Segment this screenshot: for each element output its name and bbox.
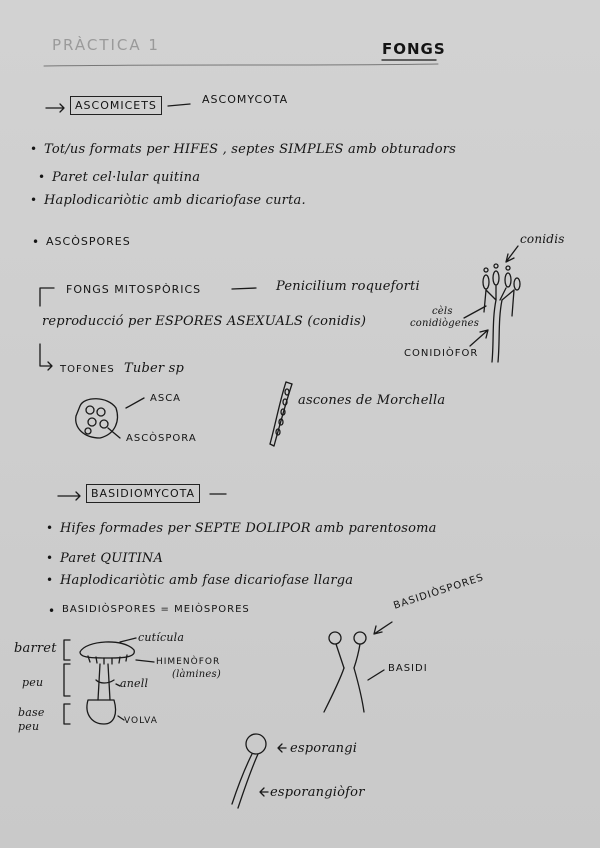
barret-bracket [64, 640, 70, 660]
cuticula-label: cutícula [138, 631, 185, 644]
barret-label: barret [14, 641, 57, 656]
asca-arrow [126, 398, 144, 408]
tofones-label: TOFONES [60, 364, 115, 375]
asco-bullet-1: • Tot/us formats per HIFES , septes SIMPLES amb obturadors [44, 142, 456, 157]
conidiogenes-label: conidiògenes [410, 318, 480, 329]
morchella-label: ascones de Morchella [298, 393, 446, 408]
volva-pointer [118, 716, 124, 720]
ascomycota-label: ASCOMYCOTA [202, 93, 289, 106]
base-bracket [64, 704, 70, 724]
asco-bullet-3: • Haplodicariòtic amb dicariofase curta. [44, 193, 306, 208]
ascomicets-arrow [46, 104, 64, 112]
anell-label: anell [120, 677, 149, 690]
basidio-bullet-1: • Hifes formades per SEPTE DOLIPOR amb parentosoma [60, 521, 437, 536]
ascospora-label: ASCÒSPORA [126, 433, 197, 444]
page-title: FONGS [382, 40, 446, 58]
penicillium-sketch [483, 264, 520, 362]
basidiomycota-box: BASIDIOMYCOTA [86, 484, 200, 503]
mitosporics-dash [232, 288, 256, 289]
basidio-bullet-3: • Haplodicariòtic amb fase dicariofase llarga [60, 573, 353, 588]
tofones-arrow [40, 344, 52, 370]
asco-bullet-4: • ASCÒSPORES [46, 235, 131, 248]
basidiospores-arrow [374, 622, 392, 634]
header-underline [44, 64, 438, 66]
ascomicets-dash [168, 104, 190, 106]
peu-bracket [64, 664, 70, 696]
sporangium-sketch [232, 734, 266, 808]
truffle-ascus-sketch [76, 399, 118, 438]
basidio-bullet-4: • BASIDIÒSPORES = MEIÒSPORES [62, 604, 250, 615]
himenofor-pointer [136, 660, 154, 662]
basidiomycota-arrow [58, 492, 80, 500]
basidi-label: BASIDI [388, 663, 428, 674]
esporangiofor-arrow [260, 788, 268, 796]
basidio-bullet-2: • Paret QUITINA [60, 551, 163, 566]
cels-label: cèls [432, 306, 453, 317]
reproduction-line: reproducció per ESPORES ASEXUALS (conidis) [42, 314, 367, 329]
penicilium-example: Penicilium roqueforti [276, 279, 420, 294]
anell-pointer [116, 684, 120, 686]
cels-arrow [464, 306, 486, 318]
practice-label: PRÀCTICA 1 [52, 36, 160, 54]
mitosporics-label: FONGS MITOSPÒRICS [66, 283, 202, 296]
conidiofor-arrow [470, 330, 488, 346]
asco-bullet-2: • Paret cel·lular quitina [52, 170, 200, 185]
cuticula-pointer [120, 638, 136, 642]
basidiospores-label: BASIDIÒSPORES [392, 572, 486, 612]
conidiofor-label: CONIDIÒFOR [404, 348, 479, 359]
base-peu-label: base peu [18, 706, 45, 733]
peu-label: peu [22, 676, 44, 689]
esporangiofor-label: esporangiòfor [270, 785, 365, 800]
mitosporics-bracket [40, 288, 54, 306]
himenofor-label: HIMENÒFOR [156, 657, 221, 667]
conidis-arrow [506, 246, 518, 262]
mushroom-sketch [80, 642, 134, 724]
esporangi-arrow [278, 744, 286, 752]
lamines-label: (làmines) [172, 669, 221, 680]
basidium-sketch [324, 632, 366, 712]
volva-label: VOLVA [124, 716, 158, 726]
asca-label: ASCA [150, 393, 182, 404]
tuber-example: Tuber sp [124, 361, 184, 376]
ascomicets-box: ASCOMICETS [70, 96, 162, 115]
conidis-label: conidis [520, 232, 565, 246]
morchella-ascus-sketch [270, 382, 292, 446]
basidi-arrow [368, 670, 384, 680]
esporangi-label: esporangi [290, 741, 358, 756]
